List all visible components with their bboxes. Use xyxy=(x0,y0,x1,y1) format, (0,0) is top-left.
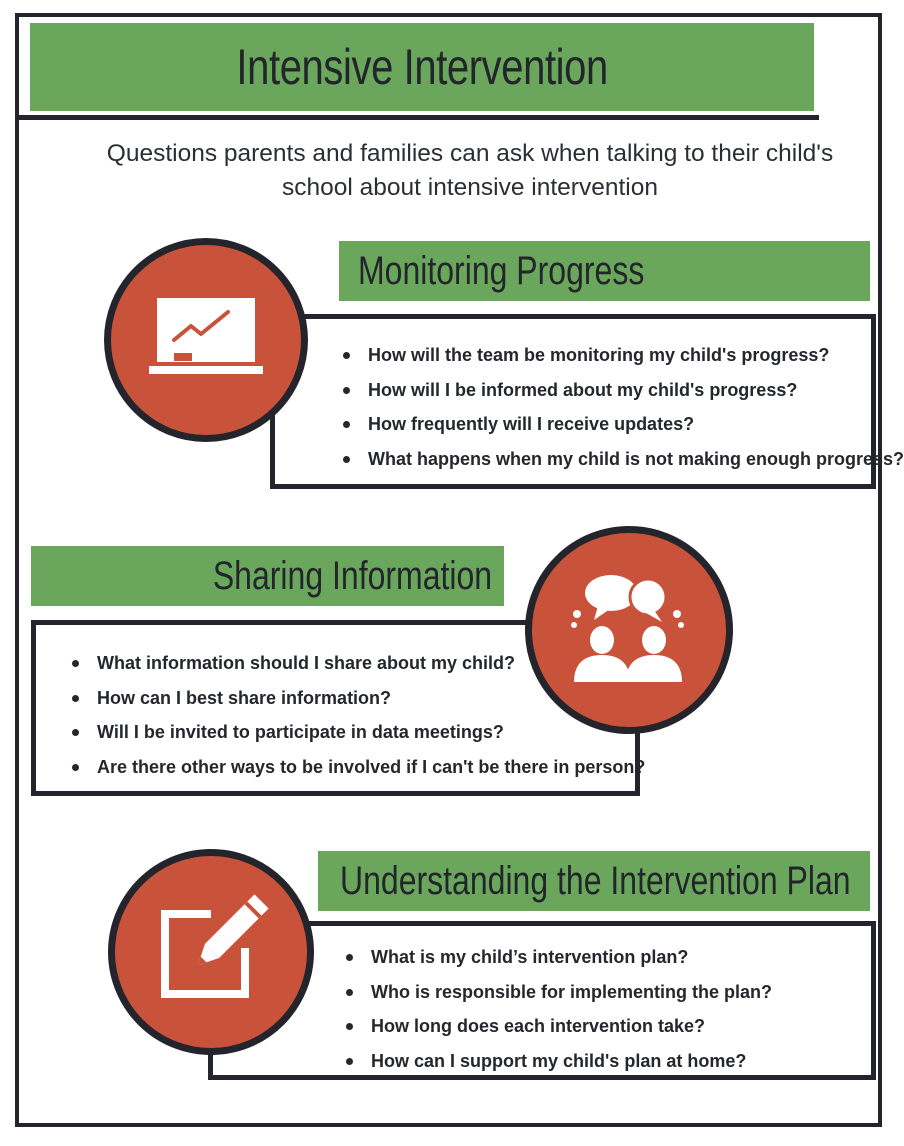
list-item: What information should I share about my child? xyxy=(97,646,635,681)
list-item: How will I be informed about my child's progress? xyxy=(368,373,871,408)
intervention-plan-circle xyxy=(108,849,314,1055)
list-item: How can I best share information? xyxy=(97,681,635,716)
section-heading: Sharing Information xyxy=(212,553,492,598)
sharing-information-circle xyxy=(525,526,733,734)
chart-board-icon xyxy=(146,290,266,390)
monitoring-progress-heading-bar xyxy=(339,241,870,301)
section-heading: Monitoring Progress xyxy=(358,248,645,293)
list-item: How frequently will I receive updates? xyxy=(368,407,871,442)
monitoring-progress-circle xyxy=(104,238,308,442)
page-title: Intensive Intervention xyxy=(236,39,608,95)
section-heading: Understanding the Intervention Plan xyxy=(340,858,851,903)
title-underline xyxy=(19,115,819,120)
page-subtitle: Questions parents and families can ask when talking to their child's school about intensive intervention xyxy=(106,140,834,201)
sharing-information-heading-bar xyxy=(31,546,504,606)
list-item: Who is responsible for implementing the plan? xyxy=(371,975,871,1010)
list-item: Will I be invited to participate in data meetings? xyxy=(97,715,635,750)
intervention-plan-heading-bar xyxy=(318,851,870,911)
people-talking-icon xyxy=(564,570,694,690)
edit-pencil-icon xyxy=(151,892,271,1012)
list-item: Are there other ways to be involved if I can't be there in person? xyxy=(97,750,635,785)
list-item: What is my child’s intervention plan? xyxy=(371,940,871,975)
monitoring-progress-questions xyxy=(270,314,904,489)
list-item: What happens when my child is not making enough progress? xyxy=(368,442,871,477)
title-banner xyxy=(30,23,814,111)
list-item: How long does each intervention take? xyxy=(371,1009,871,1044)
list-item: How can I support my child's plan at home? xyxy=(371,1044,871,1079)
list-item: How will the team be monitoring my child's progress? xyxy=(368,338,871,373)
